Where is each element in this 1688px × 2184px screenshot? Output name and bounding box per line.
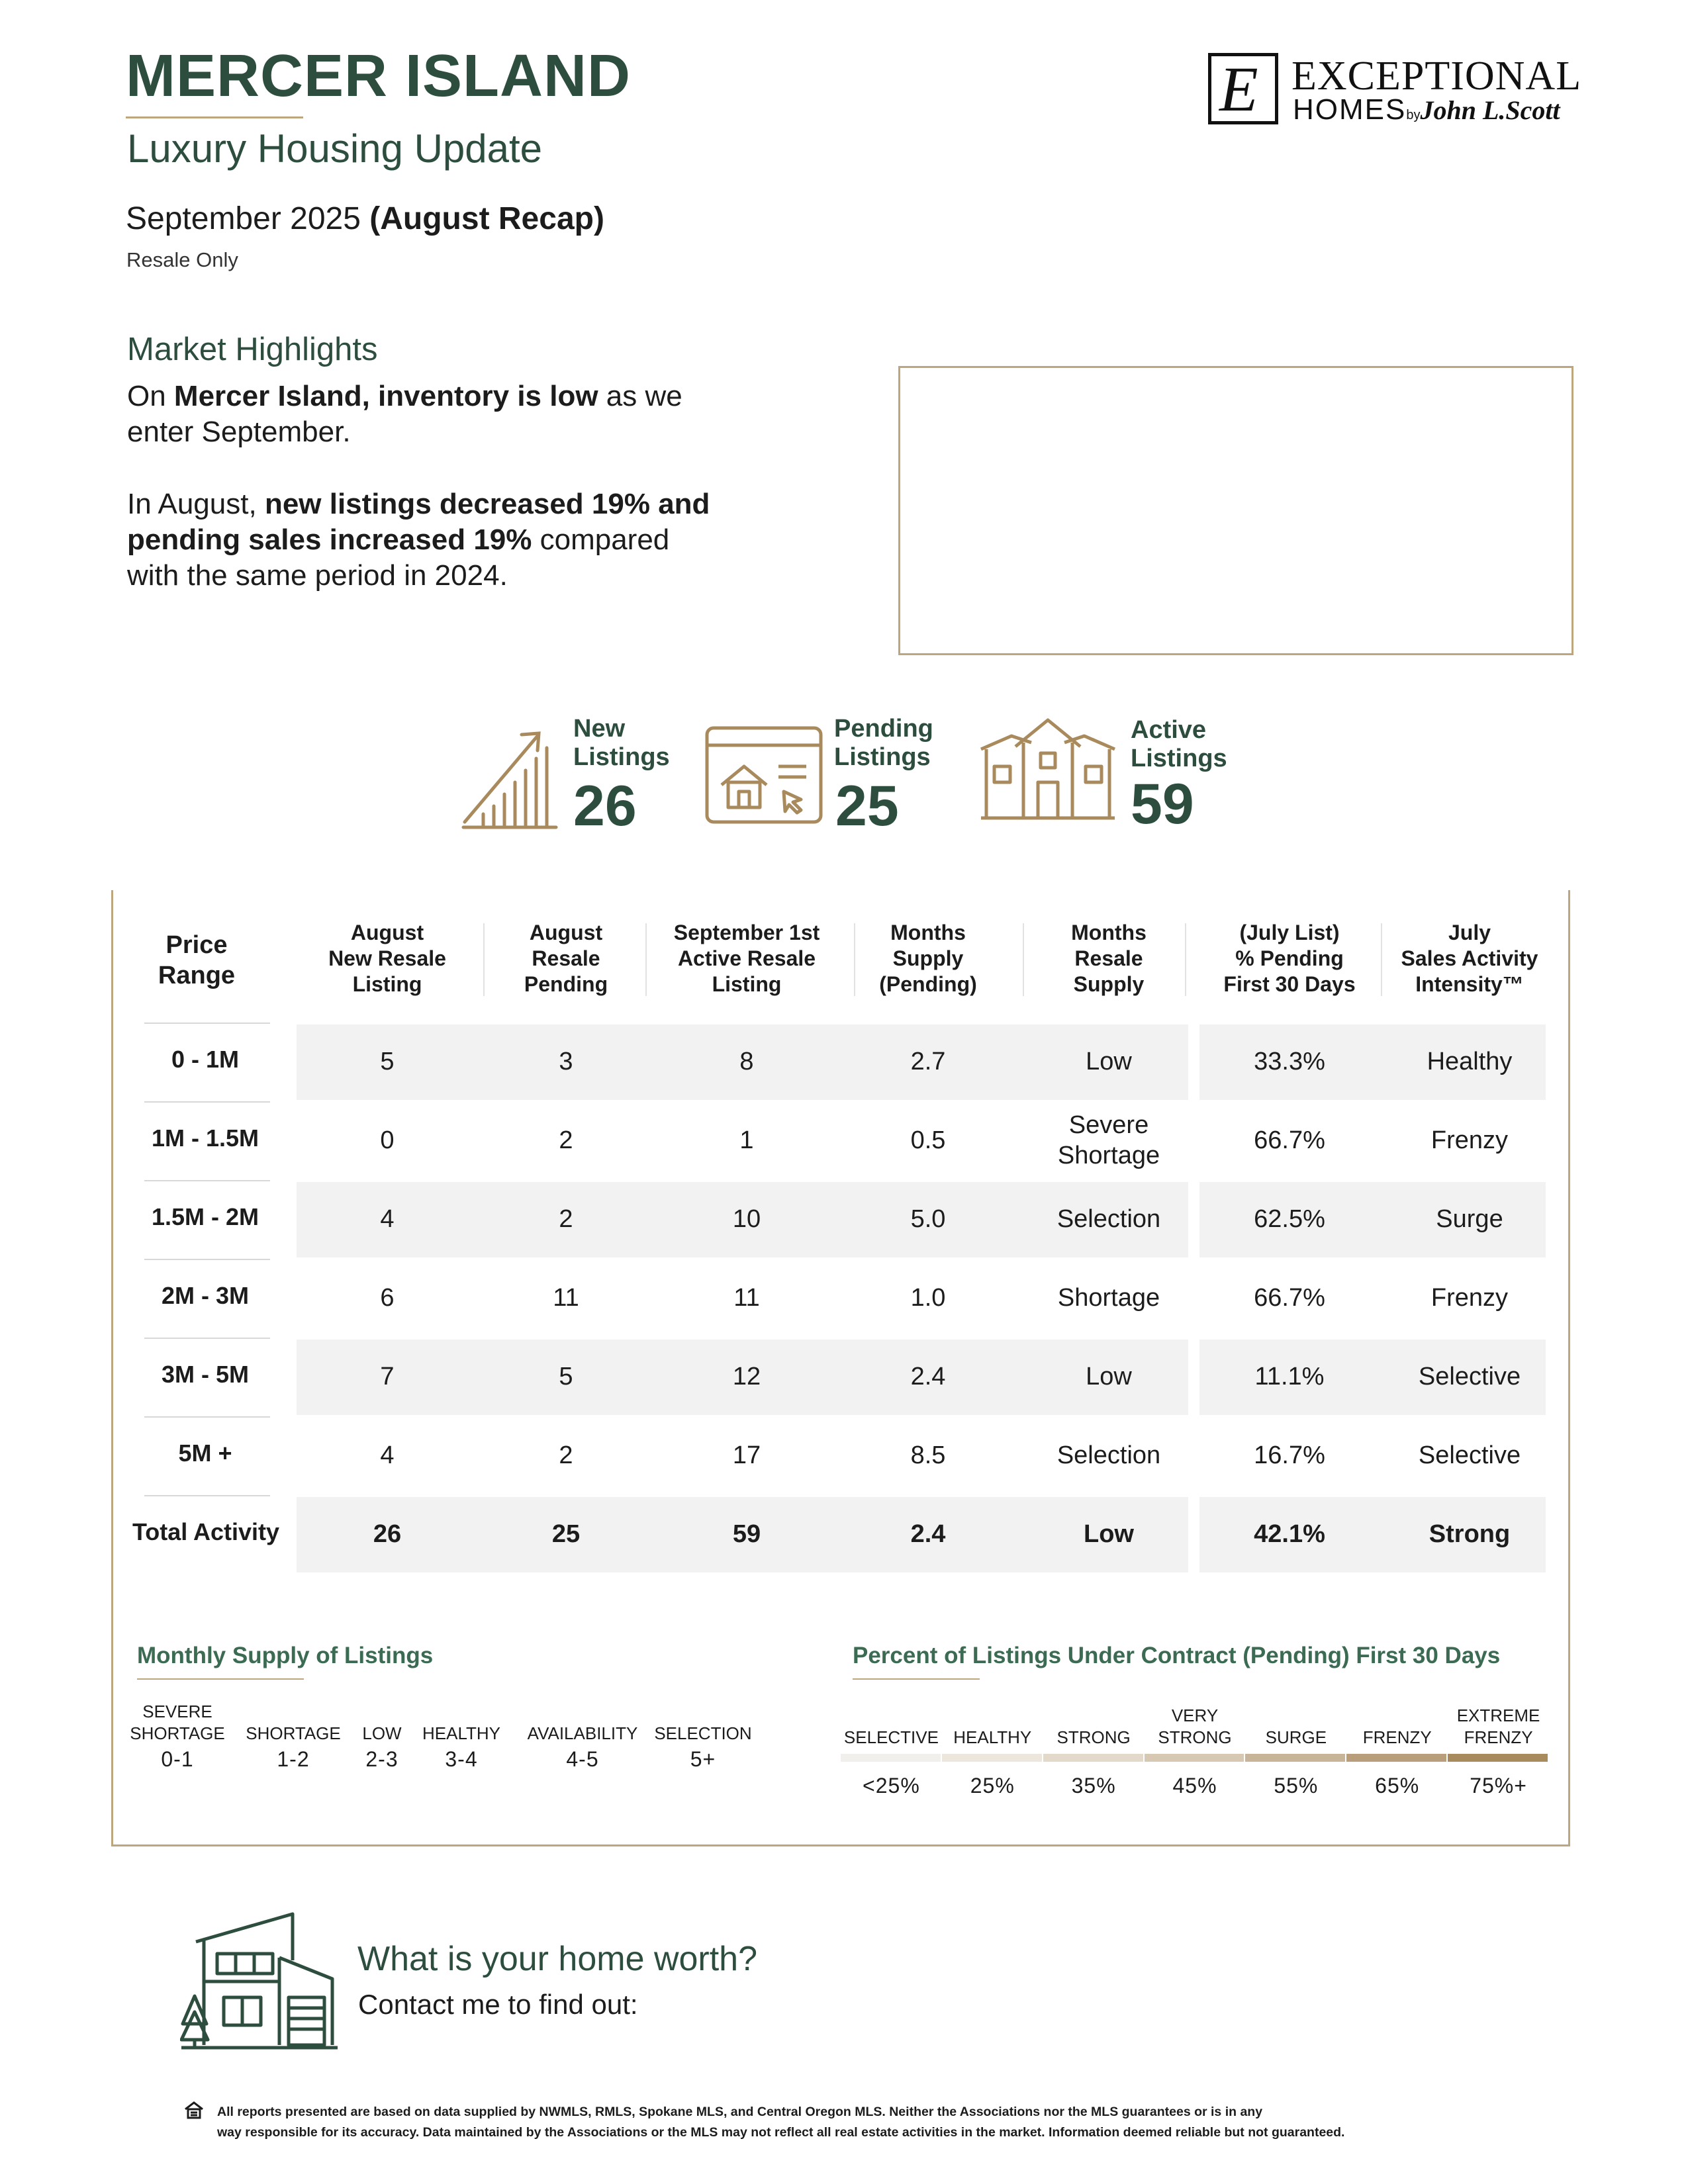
table-header-6-line: % Pending <box>1235 946 1344 971</box>
supply-category-label-line: SELECTION <box>654 1723 752 1743</box>
cell-new: 5 <box>380 1048 395 1076</box>
cell-pending: 2 <box>559 1441 573 1470</box>
contact-prompt: Contact me to find out: <box>358 1989 638 2020</box>
cell-resale-supply <box>1029 1340 1188 1415</box>
cell-resale-supply-line: Severe <box>1068 1111 1149 1140</box>
pending-scale-segment <box>1448 1754 1548 1762</box>
table-header-2 <box>487 920 645 997</box>
cell-active: 10 <box>732 1205 761 1234</box>
cell-pending: 2 <box>559 1126 573 1155</box>
page-title: MERCER ISLAND <box>126 43 632 109</box>
cell-intensity: Surge <box>1436 1205 1503 1234</box>
highlights-heading: Market Highlights <box>127 332 378 367</box>
stat-new-label-2: Listings <box>573 743 670 771</box>
house-browser-icon <box>704 725 823 825</box>
hl1-text-a: On <box>127 380 174 412</box>
table-header-0-line: Price <box>165 931 228 959</box>
supply-category-label-line: AVAILABILITY <box>527 1723 638 1743</box>
cell-resale-supply-line: Shortage <box>1057 1142 1160 1169</box>
table-header-1 <box>301 920 473 997</box>
logo-line1: EXCEPTIONAL <box>1291 54 1582 99</box>
title-underline <box>126 116 303 118</box>
row-label-rule <box>144 1259 270 1260</box>
supply-range-value: 1-2 <box>277 1747 310 1771</box>
row-label-rule <box>144 1101 270 1103</box>
pending-category-label-line: FRENZY <box>1464 1727 1533 1747</box>
table-header-3-line: Listing <box>712 972 782 997</box>
cell-pct-pending: 62.5% <box>1254 1205 1325 1234</box>
cell-supply-pending: 2.4 <box>910 1363 946 1391</box>
cell-intensity: Healthy <box>1427 1048 1513 1076</box>
pending-percent-value: <25% <box>863 1774 920 1797</box>
pending-scale-segment <box>841 1754 941 1762</box>
cell-pct-pending: 16.7% <box>1254 1441 1325 1470</box>
cell-supply-pending: 8.5 <box>910 1441 946 1470</box>
pending-scale-segment <box>1245 1754 1345 1762</box>
hl2-text-a: In August, <box>127 488 265 520</box>
cell-intensity: Strong <box>1429 1520 1511 1549</box>
cell-resale-supply-line: Selection <box>1056 1205 1161 1234</box>
supply-category-label-line: LOW <box>362 1723 402 1743</box>
cell-pending: 11 <box>553 1284 579 1312</box>
pending-scale-segment <box>1145 1754 1244 1762</box>
stat-new-label-1: New <box>573 715 626 743</box>
supply-legend-rule <box>137 1678 304 1680</box>
header-divider <box>1185 923 1186 996</box>
cell-supply-pending: 0.5 <box>910 1126 946 1155</box>
stat-pending-label-2: Listings <box>834 743 931 771</box>
table-header-2-line: Resale <box>532 946 600 971</box>
pending-category-label-line: STRONG <box>1158 1727 1232 1747</box>
cell-supply-pending: 2.4 <box>910 1520 946 1549</box>
disclaimer-line-2: way responsible for its accuracy. Data maintained by the Associations or the MLS may not reflect all real estate activities in the market. Information deemed reliable but not guaranteed. <box>217 2125 1345 2140</box>
cell-resale-supply-line: Low <box>1086 1048 1132 1076</box>
period-month: September 2025 <box>126 201 361 236</box>
header-divider <box>1023 923 1024 996</box>
supply-category-label-line: HEALTHY <box>422 1723 500 1743</box>
supply-category-label-line: SEVERE <box>142 1702 212 1721</box>
pending-category-label-line: EXTREME <box>1456 1706 1540 1725</box>
resale-note: Resale Only <box>126 248 238 271</box>
pending-category-label <box>1439 1705 1558 1748</box>
table-header-4-line: Months <box>890 921 966 944</box>
price-range-label: 5M + <box>178 1439 232 1467</box>
period-recap: (August Recap) <box>369 201 604 236</box>
hl2-text-bold: new listings decreased 19% and pending sales increased 19% <box>127 488 710 557</box>
table-header-1-line: New Resale <box>328 946 446 971</box>
cell-supply-pending: 2.7 <box>910 1048 946 1076</box>
table-header-4 <box>849 920 1008 997</box>
pending-category-label-line: VERY <box>1171 1706 1219 1725</box>
table-header-1-line: Listing <box>352 972 422 997</box>
pending-legend-rule <box>853 1678 980 1680</box>
table-header-5-line: Months <box>1071 921 1147 944</box>
table-header-7-line: July <box>1448 921 1491 944</box>
cell-active: 12 <box>732 1363 761 1391</box>
supply-range-value: 5+ <box>690 1747 716 1771</box>
table-header-0-line: Range <box>158 962 236 990</box>
cell-resale-supply-line: Selection <box>1056 1441 1161 1470</box>
pending-scale-segment <box>1346 1754 1446 1762</box>
pending-category-label-line: SURGE <box>1265 1727 1327 1747</box>
cell-pct-pending: 42.1% <box>1254 1520 1325 1549</box>
cell-pending: 5 <box>559 1363 573 1391</box>
stat-active-label <box>1131 716 1227 772</box>
pending-percent-value: 35% <box>1071 1774 1116 1797</box>
supply-range-value: 3-4 <box>445 1747 478 1771</box>
equal-housing-icon <box>184 2101 204 2120</box>
header-divider <box>854 923 855 996</box>
cell-intensity: Frenzy <box>1430 1284 1509 1312</box>
row-label-rule <box>144 1416 270 1418</box>
cell-pending: 3 <box>559 1048 573 1076</box>
cell-intensity: Selective <box>1418 1363 1521 1391</box>
table-header-4-line: Supply <box>892 946 964 971</box>
cell-pct-pending: 66.7% <box>1254 1126 1325 1155</box>
disclaimer-line-1: All reports presented are based on data supplied by NWMLS, RMLS, Spokane MLS, and Central Oregon MLS. Neither the Associations nor the MLS guarantees or is in any <box>217 2105 1263 2119</box>
modern-house-icon <box>180 1898 339 2050</box>
pending-percent-value: 65% <box>1375 1774 1420 1797</box>
stat-new-label <box>573 715 670 771</box>
report-period <box>126 202 604 237</box>
table-header-7-line: Intensity™ <box>1415 972 1524 997</box>
logo-line2 <box>1293 95 1560 124</box>
row-label-rule <box>144 1180 270 1181</box>
table-header-5-line: Supply <box>1073 972 1145 997</box>
table-header-7 <box>1383 920 1556 997</box>
cell-pending: 2 <box>559 1205 573 1234</box>
logo-brand: John L.Scott <box>1420 95 1560 125</box>
price-range-label: Total Activity <box>132 1518 280 1545</box>
house-icon <box>978 716 1117 822</box>
page-subtitle: Luxury Housing Update <box>127 126 543 171</box>
photo-placeholder <box>898 366 1573 655</box>
table-header-2-line: Pending <box>524 972 608 997</box>
stat-active-label-2: Listings <box>1131 744 1227 772</box>
supply-category-label-line: SHORTAGE <box>130 1723 225 1743</box>
stat-new-value: 26 <box>573 774 637 838</box>
cell-resale-supply <box>1029 1103 1188 1179</box>
table-header-3 <box>647 920 846 997</box>
pending-category-label-line: STRONG <box>1056 1727 1131 1747</box>
cell-active: 11 <box>733 1284 760 1312</box>
row-label-rule <box>144 1338 270 1339</box>
supply-legend-title: Monthly Supply of Listings <box>137 1643 434 1668</box>
cell-active: 59 <box>732 1520 761 1549</box>
pending-legend-title: Percent of Listings Under Contract (Pending) First 30 Days <box>853 1643 1501 1668</box>
logo-e-mark-icon: E <box>1208 53 1278 124</box>
logo-homes: HOMES <box>1293 93 1407 126</box>
cell-active: 1 <box>739 1126 754 1155</box>
price-range-label: 1.5M - 2M <box>151 1203 259 1230</box>
cell-new: 6 <box>380 1284 395 1312</box>
row-label-rule <box>144 1023 270 1024</box>
supply-range-value: 2-3 <box>365 1747 399 1771</box>
table-header-1-line: August <box>350 921 424 944</box>
pending-scale-segment <box>942 1754 1042 1762</box>
cell-resale-supply <box>1029 1418 1188 1494</box>
table-header-6-line: (July List) <box>1239 921 1340 944</box>
hl2-text-c: compared with the same period in 2024. <box>127 523 670 592</box>
pending-scale-segment <box>1043 1754 1143 1762</box>
table-header-6-line: First 30 Days <box>1223 972 1356 997</box>
cell-intensity: Selective <box>1418 1441 1521 1470</box>
cell-resale-supply <box>1029 1024 1188 1100</box>
supply-category-label <box>630 1723 776 1745</box>
trending-up-bars-icon <box>457 721 563 834</box>
cell-resale-supply <box>1029 1261 1188 1336</box>
table-header-3-line: September 1st <box>673 921 820 944</box>
stat-pending-label <box>834 715 933 771</box>
stat-pending-label-1: Pending <box>834 715 933 743</box>
price-range-label: 1M - 1.5M <box>151 1124 259 1152</box>
cell-pct-pending: 11.1% <box>1254 1363 1325 1391</box>
highlights-paragraph-1 <box>127 379 723 450</box>
cell-active: 17 <box>732 1441 761 1470</box>
stat-active-value: 59 <box>1131 772 1194 836</box>
cell-new: 0 <box>380 1126 395 1155</box>
cell-new: 4 <box>380 1205 395 1234</box>
price-range-label: 3M - 5M <box>161 1360 249 1388</box>
table-header-5 <box>1029 920 1188 997</box>
header-divider <box>1381 923 1382 996</box>
cell-resale-supply-line: Low <box>1086 1363 1132 1391</box>
table-header-2-line: August <box>529 921 603 944</box>
row-label-rule <box>144 1495 270 1496</box>
supply-range-value: 4-5 <box>566 1747 599 1771</box>
price-range-label: 0 - 1M <box>171 1045 240 1073</box>
cell-new: 26 <box>373 1520 402 1549</box>
pending-category-label-line: FRENZY <box>1362 1727 1432 1747</box>
cell-supply-pending: 1.0 <box>910 1284 946 1312</box>
table-header-0 <box>114 930 279 991</box>
cell-supply-pending: 5.0 <box>910 1205 946 1234</box>
pending-category-label-line: SELECTIVE <box>843 1727 939 1747</box>
hl1-text-bold: Mercer Island, inventory is low <box>173 380 598 412</box>
table-header-7-line: Sales Activity <box>1401 946 1538 971</box>
hl1-text-c: as we enter September. <box>127 380 682 449</box>
table-header-5-line: Resale <box>1074 946 1143 971</box>
cell-pct-pending: 33.3% <box>1254 1048 1325 1076</box>
pending-category-label-line: HEALTHY <box>953 1727 1032 1747</box>
supply-range-value: 0-1 <box>161 1747 194 1771</box>
table-header-4-line: (Pending) <box>879 972 977 997</box>
cell-resale-supply <box>1029 1182 1188 1257</box>
pending-percent-value: 25% <box>970 1774 1015 1797</box>
logo-by: by <box>1406 108 1421 122</box>
cell-new: 4 <box>380 1441 395 1470</box>
cell-active: 8 <box>739 1048 754 1076</box>
highlights-paragraph-2 <box>127 486 723 594</box>
header-divider <box>483 923 485 996</box>
cell-pct-pending: 66.7% <box>1254 1284 1325 1312</box>
cell-resale-supply-line: Shortage <box>1057 1284 1160 1312</box>
table-header-6 <box>1190 920 1389 997</box>
pending-percent-value: 45% <box>1172 1774 1217 1797</box>
legal-disclaimer <box>217 2102 1515 2143</box>
table-header-3-line: Active Resale <box>677 946 816 971</box>
header-divider <box>645 923 647 996</box>
cell-resale-supply <box>1029 1497 1188 1572</box>
cell-resale-supply-line: Low <box>1084 1520 1134 1549</box>
stat-active-label-1: Active <box>1131 716 1207 744</box>
cell-intensity: Frenzy <box>1430 1126 1509 1155</box>
stat-pending-value: 25 <box>835 774 899 838</box>
pending-percent-value: 75%+ <box>1470 1774 1527 1797</box>
home-worth-heading: What is your home worth? <box>357 1940 758 1978</box>
cell-pending: 25 <box>551 1520 581 1549</box>
brand-logo <box>1208 53 1582 132</box>
price-range-label: 2M - 3M <box>161 1281 249 1309</box>
cell-new: 7 <box>380 1363 395 1391</box>
pending-percent-value: 55% <box>1274 1774 1319 1797</box>
supply-category-label-line: SHORTAGE <box>246 1723 341 1743</box>
